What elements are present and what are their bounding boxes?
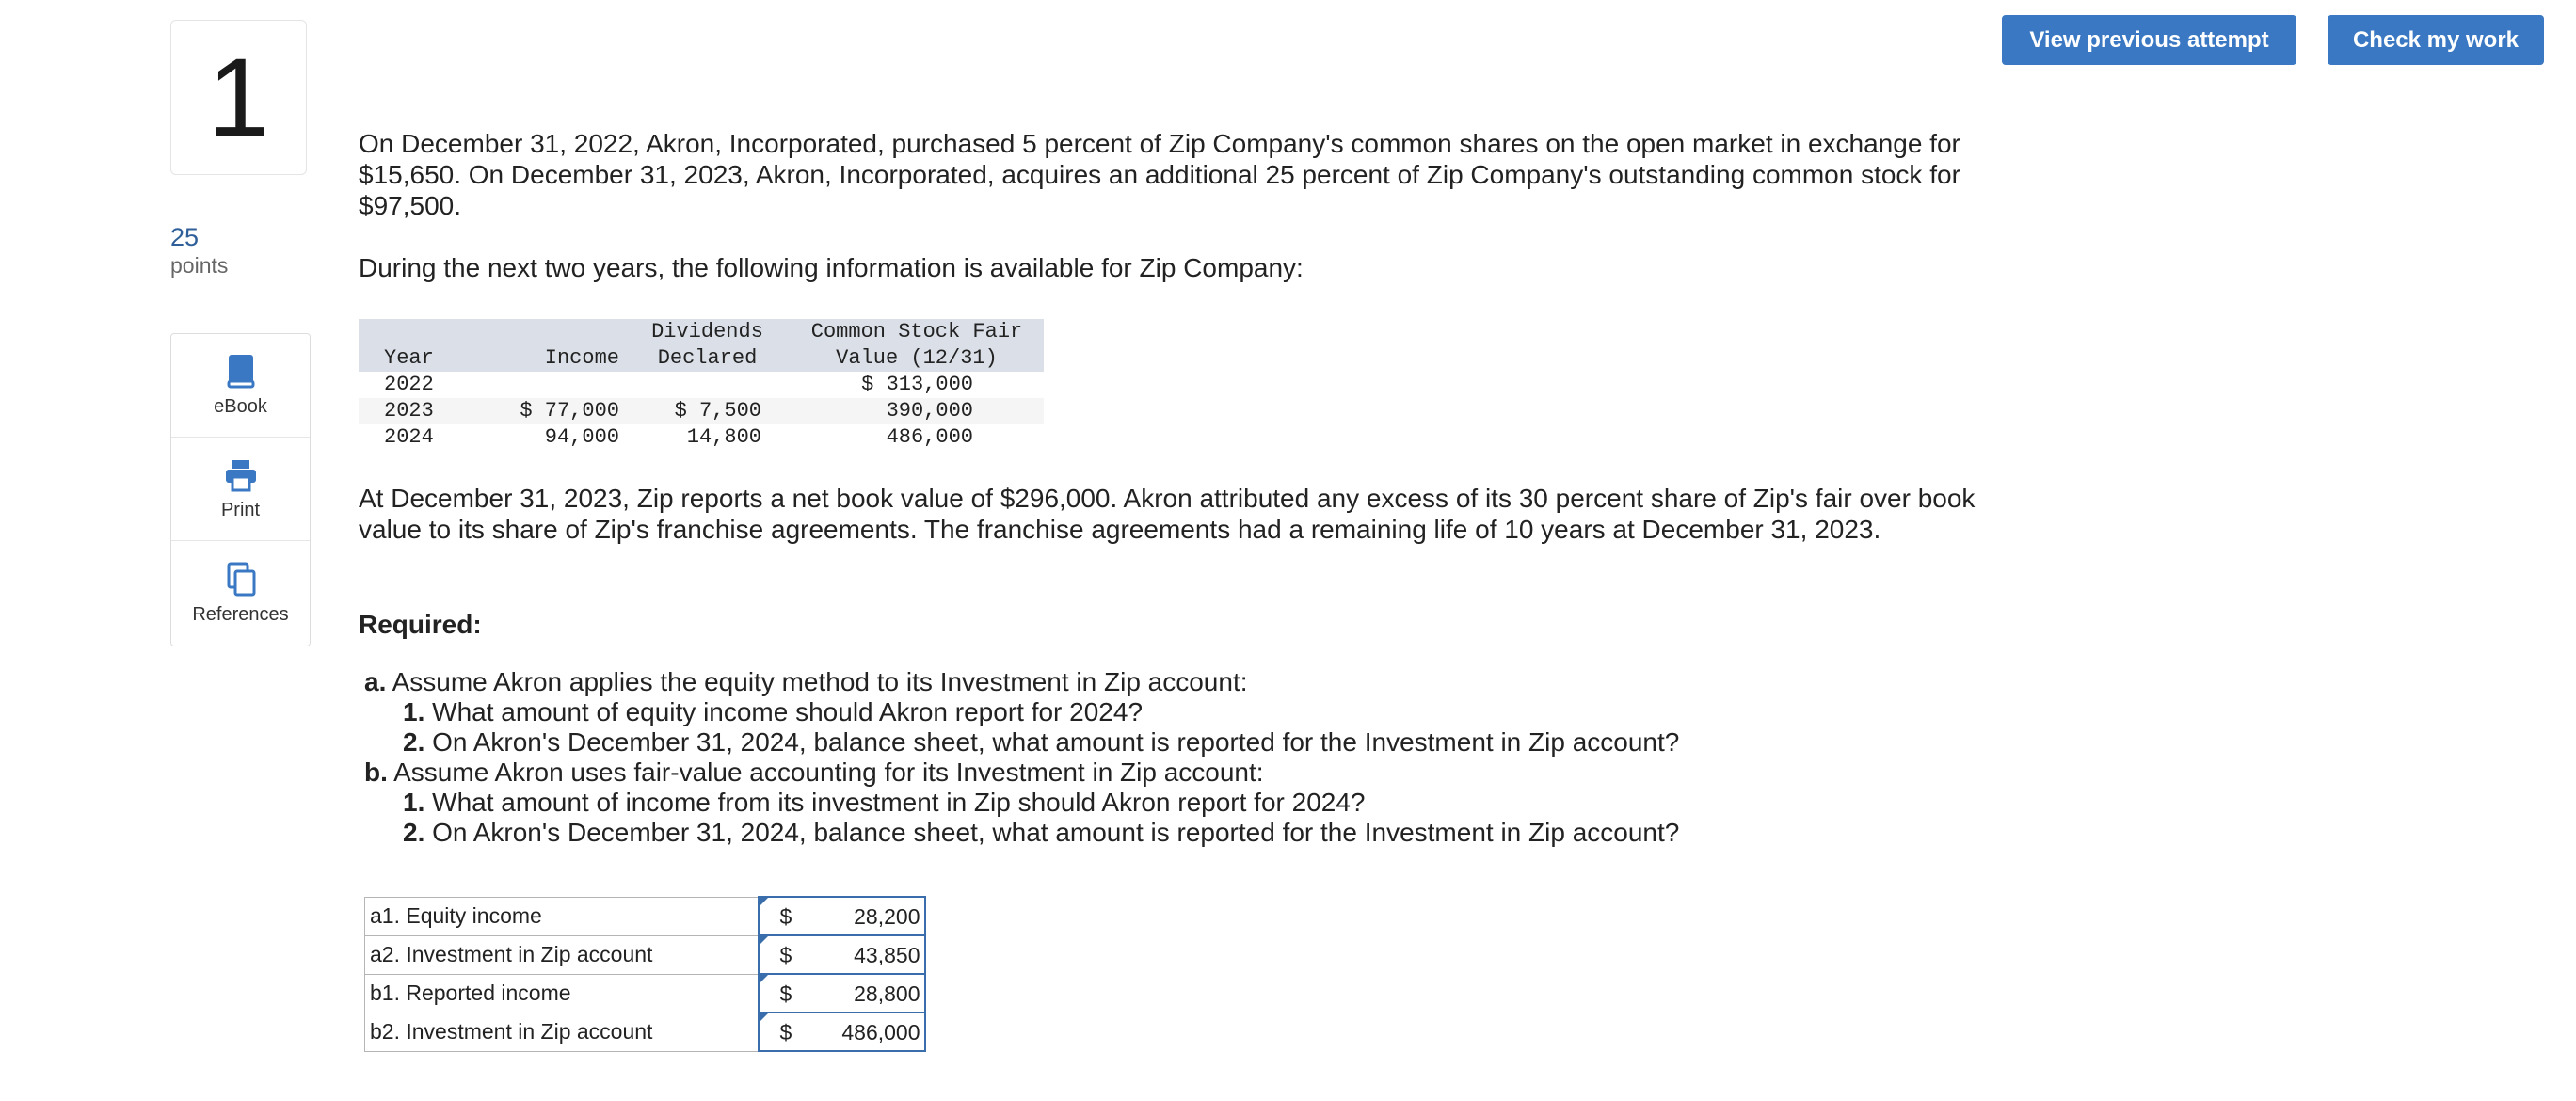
requirement-b: b. Assume Akron uses fair-value accounting for its Investment in Zip account: <box>364 758 1264 787</box>
book-value-paragraph: At December 31, 2023, Zip reports a net book value of $296,000. Akron attributed any excess of its 30 percent share of Zip's fair over book value to its share of Zip's franchise agreements. The franchise agreements had a remaining life of 10 years at December 31, 2023. <box>359 484 1976 544</box>
table-row <box>359 398 1044 424</box>
references-label: References <box>192 603 289 625</box>
answer-label: b1. Reported income <box>365 974 759 1013</box>
cell-fair-value: 390,000 <box>790 398 1044 424</box>
requirement-b2: 2. On Akron's December 31, 2024, balance sheet, what amount is reported for the Investment in Zip account? <box>403 818 1680 847</box>
printer-icon <box>223 456 259 494</box>
requirements-list <box>364 667 1679 848</box>
cell-year: 2023 <box>359 398 483 424</box>
answer-label: a1. Equity income <box>365 897 759 935</box>
answer-input-a2[interactable]: $ 43,850 <box>759 935 925 974</box>
requirement-a2: 2. On Akron's December 31, 2024, balance sheet, what amount is reported for the Investment in Zip account? <box>403 727 1680 757</box>
copy-icon <box>223 561 259 598</box>
cell-income: $ 77,000 <box>483 398 625 424</box>
view-previous-attempt-button[interactable]: View previous attempt <box>2002 15 2296 65</box>
book-icon <box>223 353 259 391</box>
header-dividends-1: Dividends <box>625 319 790 345</box>
table-row <box>359 424 1044 451</box>
header-fair-value-1: Common Stock Fair <box>790 319 1044 345</box>
points-block <box>170 222 228 280</box>
flag-icon <box>760 898 768 906</box>
cell-year: 2024 <box>384 425 434 449</box>
cell-fair-value: $ 313,000 <box>861 373 973 396</box>
answer-input-b1[interactable]: $ 28,800 <box>759 974 925 1013</box>
ebook-button[interactable] <box>171 334 310 438</box>
table-row <box>359 372 1044 398</box>
answer-input-a1[interactable]: $ 28,200 <box>759 897 925 935</box>
requirement-a: a. Assume Akron applies the equity method to its Investment in Zip account: <box>364 667 1248 696</box>
required-heading: Required: <box>359 610 482 639</box>
answer-row <box>365 974 925 1013</box>
answer-label: a2. Investment in Zip account <box>365 935 759 974</box>
header-dividends-2: Declared <box>625 345 790 372</box>
header-income: Income <box>483 319 625 372</box>
answer-row <box>365 897 925 935</box>
points-label: points <box>170 253 229 279</box>
info-paragraph: During the next two years, the following information is available for Zip Company: <box>359 253 1304 282</box>
answer-row <box>365 935 925 974</box>
cell-year: 2022 <box>384 373 434 396</box>
question-number: 1 <box>170 20 307 175</box>
flag-icon <box>760 975 768 983</box>
requirement-a1: 1. What amount of equity income should Akron report for 2024? <box>403 697 1144 726</box>
zip-data-table <box>359 319 1044 451</box>
cell-dividends: $ 7,500 <box>625 398 790 424</box>
ebook-label: eBook <box>214 396 267 417</box>
flag-icon <box>760 1013 768 1022</box>
header-fair-value-2: Value (12/31) <box>790 345 1044 372</box>
print-button[interactable] <box>171 438 310 541</box>
answer-row <box>365 1013 925 1051</box>
cell-fair-value: 486,000 <box>886 425 973 449</box>
references-button[interactable] <box>171 541 310 645</box>
cell-dividends <box>625 372 790 398</box>
requirement-b1: 1. What amount of income from its investment in Zip should Akron report for 2024? <box>403 788 1366 817</box>
tools-panel <box>170 333 311 646</box>
header-year: Year <box>359 319 483 372</box>
intro-paragraph: On December 31, 2022, Akron, Incorporated, purchased 5 percent of Zip Company's common shares on the open market in exchange for $15,650. On December 31, 2023, Akron, Incorporated, acquires an additional 25 percent of Zip Company's outstanding common stock for $97,500. <box>359 129 1960 220</box>
answer-label: b2. Investment in Zip account <box>365 1013 759 1051</box>
answer-input-b2[interactable]: $ 486,000 <box>759 1013 925 1051</box>
cell-income <box>483 372 625 398</box>
print-label: Print <box>220 500 261 520</box>
cell-dividends: 14,800 <box>686 425 761 449</box>
points-value: 25 <box>170 223 200 251</box>
flag-icon <box>760 936 768 945</box>
cell-income: 94,000 <box>544 425 619 449</box>
answer-table <box>364 896 926 1052</box>
check-my-work-button[interactable]: Check my work <box>2328 15 2544 65</box>
